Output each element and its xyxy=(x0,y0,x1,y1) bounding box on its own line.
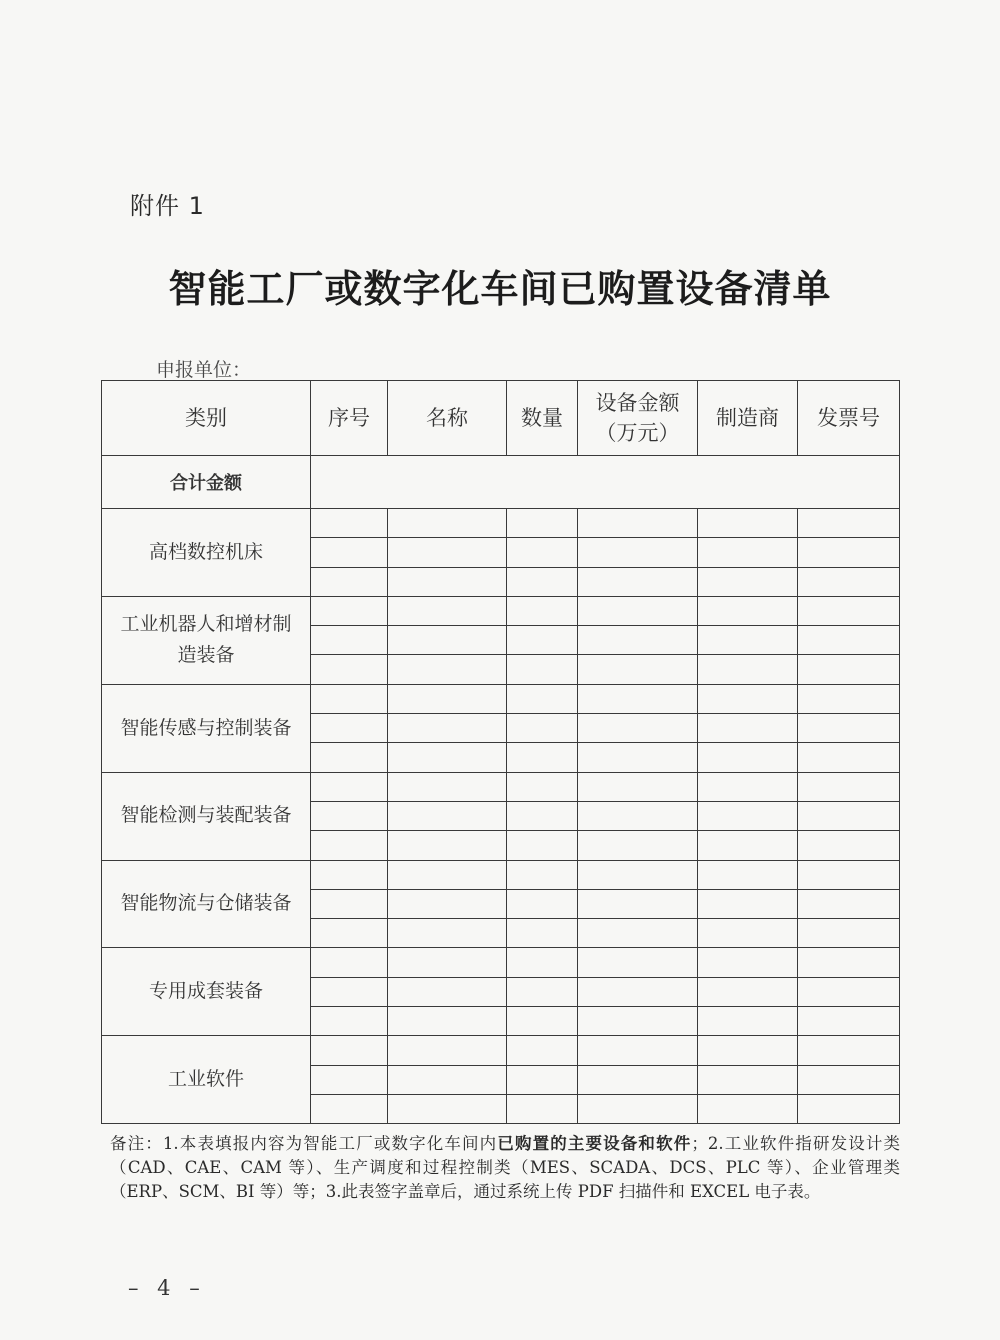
amount-cell[interactable] xyxy=(578,1007,698,1036)
serial-cell[interactable] xyxy=(311,567,388,596)
table-header-row xyxy=(102,381,900,456)
name-cell[interactable] xyxy=(388,684,507,713)
category-label: 智能传感与控制装备 xyxy=(102,684,311,772)
serial-cell[interactable] xyxy=(311,801,388,830)
name-cell[interactable] xyxy=(388,1094,507,1123)
quantity-cell[interactable] xyxy=(507,1094,578,1123)
manufacturer-cell[interactable] xyxy=(698,538,798,567)
table-row xyxy=(102,509,900,538)
name-cell[interactable] xyxy=(388,801,507,830)
name-cell[interactable] xyxy=(388,538,507,567)
amount-cell[interactable] xyxy=(578,1065,698,1094)
name-cell[interactable] xyxy=(388,831,507,860)
invoice-cell[interactable] xyxy=(798,596,900,625)
quantity-cell[interactable] xyxy=(507,596,578,625)
amount-cell[interactable] xyxy=(578,772,698,801)
invoice-cell[interactable] xyxy=(798,1094,900,1123)
manufacturer-cell[interactable] xyxy=(698,596,798,625)
name-cell[interactable] xyxy=(388,743,507,772)
quantity-cell[interactable] xyxy=(507,977,578,1006)
quantity-cell[interactable] xyxy=(507,743,578,772)
footnote-text-2: ；2.工业软件指研发设计类（CAD、CAE、CAM 等）、生产调度和过程控制类（MES、SCADA、DCS、PLC 等）、企业管理类（ERP、SCM、BI 等）等；3.此表签字盖章后，通过系统上传 PDF 扫描件和 EXCEL 电子表。 xyxy=(110,1134,900,1201)
quantity-cell[interactable] xyxy=(507,919,578,948)
applicant-unit-label: 申报单位： xyxy=(156,359,252,381)
amount-cell[interactable] xyxy=(578,509,698,538)
category-label: 高档数控机床 xyxy=(102,509,311,597)
manufacturer-cell[interactable] xyxy=(698,1007,798,1036)
quantity-cell[interactable] xyxy=(507,626,578,655)
serial-cell[interactable] xyxy=(311,684,388,713)
table-row xyxy=(102,684,900,713)
amount-cell[interactable] xyxy=(578,977,698,1006)
manufacturer-cell[interactable] xyxy=(698,626,798,655)
amount-cell[interactable] xyxy=(578,801,698,830)
amount-cell[interactable] xyxy=(578,919,698,948)
name-cell[interactable] xyxy=(388,655,507,684)
quantity-cell[interactable] xyxy=(507,831,578,860)
category-label: 工业机器人和增材制造装备 xyxy=(102,596,311,684)
invoice-cell[interactable] xyxy=(798,1007,900,1036)
amount-cell[interactable] xyxy=(578,743,698,772)
quantity-cell[interactable] xyxy=(507,772,578,801)
manufacturer-cell[interactable] xyxy=(698,684,798,713)
invoice-cell[interactable] xyxy=(798,684,900,713)
name-cell[interactable] xyxy=(388,889,507,918)
manufacturer-cell[interactable] xyxy=(698,1036,798,1065)
serial-cell[interactable] xyxy=(311,1065,388,1094)
manufacturer-cell[interactable] xyxy=(698,801,798,830)
quantity-cell[interactable] xyxy=(507,509,578,538)
name-cell[interactable] xyxy=(388,1007,507,1036)
serial-cell[interactable] xyxy=(311,948,388,977)
header-amount-line2: （万元） xyxy=(595,421,680,445)
serial-cell[interactable] xyxy=(311,743,388,772)
name-cell[interactable] xyxy=(388,509,507,538)
invoice-cell[interactable] xyxy=(798,1036,900,1065)
name-cell[interactable] xyxy=(388,977,507,1006)
quantity-cell[interactable] xyxy=(507,714,578,743)
amount-cell[interactable] xyxy=(578,655,698,684)
name-cell[interactable] xyxy=(388,772,507,801)
page-number: – 4 – xyxy=(128,1276,206,1300)
serial-cell[interactable] xyxy=(311,714,388,743)
quantity-cell[interactable] xyxy=(507,684,578,713)
table-row xyxy=(102,596,900,625)
manufacturer-cell[interactable] xyxy=(698,860,798,889)
quantity-cell[interactable] xyxy=(507,1007,578,1036)
quantity-cell[interactable] xyxy=(507,860,578,889)
header-category: 类别 xyxy=(102,381,311,456)
quantity-cell[interactable] xyxy=(507,1065,578,1094)
serial-cell[interactable] xyxy=(311,977,388,1006)
invoice-cell[interactable] xyxy=(798,948,900,977)
amount-cell[interactable] xyxy=(578,889,698,918)
serial-cell[interactable] xyxy=(311,831,388,860)
serial-cell[interactable] xyxy=(311,889,388,918)
name-cell[interactable] xyxy=(388,919,507,948)
serial-cell[interactable] xyxy=(311,919,388,948)
manufacturer-cell[interactable] xyxy=(698,772,798,801)
serial-cell[interactable] xyxy=(311,1094,388,1123)
manufacturer-cell[interactable] xyxy=(698,1094,798,1123)
invoice-cell[interactable] xyxy=(798,743,900,772)
manufacturer-cell[interactable] xyxy=(698,743,798,772)
category-label: 智能检测与装配装备 xyxy=(102,772,311,860)
footnote xyxy=(110,1132,900,1204)
manufacturer-cell[interactable] xyxy=(698,948,798,977)
invoice-cell[interactable] xyxy=(798,831,900,860)
name-cell[interactable] xyxy=(388,1065,507,1094)
category-label: 专用成套装备 xyxy=(102,948,311,1036)
table-row xyxy=(102,948,900,977)
serial-cell[interactable] xyxy=(311,1036,388,1065)
footnote-emphasis: 已购置的主要设备和软件 xyxy=(497,1134,692,1153)
manufacturer-cell[interactable] xyxy=(698,919,798,948)
serial-cell[interactable] xyxy=(311,626,388,655)
invoice-cell[interactable] xyxy=(798,1065,900,1094)
header-amount-line1: 设备金额 xyxy=(595,390,680,415)
name-cell[interactable] xyxy=(388,860,507,889)
amount-cell[interactable] xyxy=(578,860,698,889)
manufacturer-cell[interactable] xyxy=(698,714,798,743)
name-cell[interactable] xyxy=(388,948,507,977)
name-cell[interactable] xyxy=(388,567,507,596)
amount-cell[interactable] xyxy=(578,626,698,655)
invoice-cell[interactable] xyxy=(798,860,900,889)
amount-cell[interactable] xyxy=(578,596,698,625)
manufacturer-cell[interactable] xyxy=(698,977,798,1006)
serial-cell[interactable] xyxy=(311,596,388,625)
total-amount-label: 合计金额 xyxy=(102,456,311,509)
serial-cell[interactable] xyxy=(311,1007,388,1036)
invoice-cell[interactable] xyxy=(798,655,900,684)
manufacturer-cell[interactable] xyxy=(698,655,798,684)
header-manufacturer: 制造商 xyxy=(698,381,798,456)
manufacturer-cell[interactable] xyxy=(698,889,798,918)
invoice-cell[interactable] xyxy=(798,889,900,918)
attachment-label: 附件 1 xyxy=(130,192,205,220)
name-cell[interactable] xyxy=(388,714,507,743)
name-cell[interactable] xyxy=(388,596,507,625)
quantity-cell[interactable] xyxy=(507,567,578,596)
quantity-cell[interactable] xyxy=(507,948,578,977)
category-label: 工业软件 xyxy=(102,1036,311,1124)
total-row xyxy=(102,456,900,509)
invoice-cell[interactable] xyxy=(798,919,900,948)
amount-cell[interactable] xyxy=(578,1036,698,1065)
name-cell[interactable] xyxy=(388,1036,507,1065)
amount-cell[interactable] xyxy=(578,538,698,567)
serial-cell[interactable] xyxy=(311,538,388,567)
quantity-cell[interactable] xyxy=(507,889,578,918)
header-quantity: 数量 xyxy=(507,381,578,456)
category-label: 智能物流与仓储装备 xyxy=(102,860,311,948)
page-title: 智能工厂或数字化车间已购置设备清单 xyxy=(168,267,832,311)
manufacturer-cell[interactable] xyxy=(698,1065,798,1094)
equipment-list-table xyxy=(101,380,900,1124)
amount-cell[interactable] xyxy=(578,567,698,596)
serial-cell[interactable] xyxy=(311,509,388,538)
total-amount-cell[interactable] xyxy=(311,456,900,509)
table-row xyxy=(102,1036,900,1065)
footnote-text-1: 备注：1.本表填报内容为智能工厂或数字化车间内 xyxy=(110,1134,498,1153)
header-serial: 序号 xyxy=(311,381,388,456)
amount-cell[interactable] xyxy=(578,1094,698,1123)
table-row xyxy=(102,860,900,889)
invoice-cell[interactable] xyxy=(798,509,900,538)
manufacturer-cell[interactable] xyxy=(698,509,798,538)
amount-cell[interactable] xyxy=(578,714,698,743)
invoice-cell[interactable] xyxy=(798,538,900,567)
amount-cell[interactable] xyxy=(578,831,698,860)
invoice-cell[interactable] xyxy=(798,772,900,801)
name-cell[interactable] xyxy=(388,626,507,655)
quantity-cell[interactable] xyxy=(507,538,578,567)
invoice-cell[interactable] xyxy=(798,567,900,596)
invoice-cell[interactable] xyxy=(798,977,900,1006)
header-name: 名称 xyxy=(388,381,507,456)
serial-cell[interactable] xyxy=(311,772,388,801)
invoice-cell[interactable] xyxy=(798,801,900,830)
quantity-cell[interactable] xyxy=(507,801,578,830)
invoice-cell[interactable] xyxy=(798,626,900,655)
manufacturer-cell[interactable] xyxy=(698,567,798,596)
header-amount xyxy=(578,381,698,456)
table-row xyxy=(102,772,900,801)
header-invoice: 发票号 xyxy=(798,381,900,456)
amount-cell[interactable] xyxy=(578,684,698,713)
invoice-cell[interactable] xyxy=(798,714,900,743)
quantity-cell[interactable] xyxy=(507,655,578,684)
serial-cell[interactable] xyxy=(311,860,388,889)
amount-cell[interactable] xyxy=(578,948,698,977)
serial-cell[interactable] xyxy=(311,655,388,684)
quantity-cell[interactable] xyxy=(507,1036,578,1065)
manufacturer-cell[interactable] xyxy=(698,831,798,860)
